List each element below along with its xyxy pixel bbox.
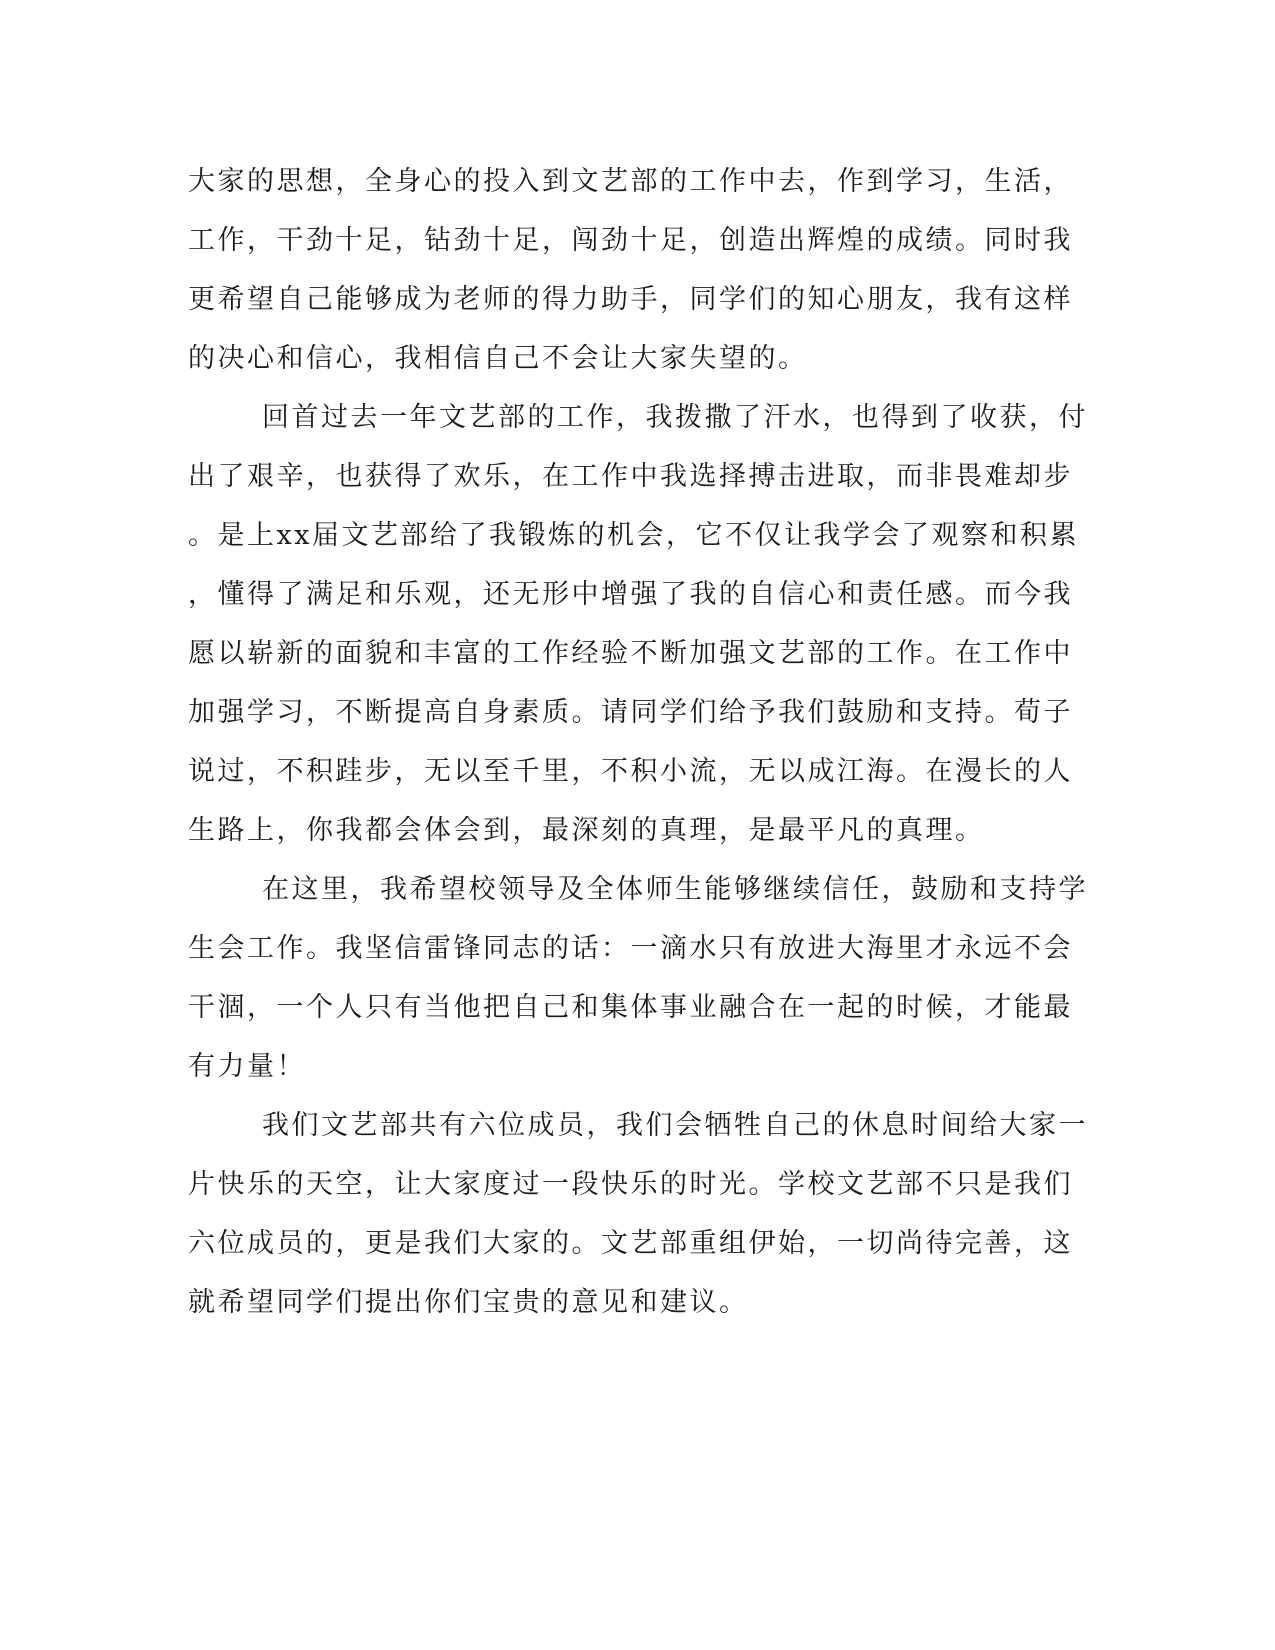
text-line: ，懂得了满足和乐观，还无形中增强了我的自信心和责任感。而今我: [188, 579, 1073, 610]
text-line: 有力量！: [188, 1051, 306, 1082]
text-line: 的决心和信心，我相信自己不会让大家失望的。: [188, 343, 808, 374]
text-line: 愿以崭新的面貌和丰富的工作经验不断加强文艺部的工作。在工作中: [188, 638, 1073, 669]
text-line: 更希望自己能够成为老师的得力助手，同学们的知心朋友，我有这样: [188, 284, 1073, 315]
text-line: 说过，不积跬步，无以至千里，不积小流，无以成江海。在漫长的人: [188, 756, 1073, 787]
text-line: 生路上，你我都会体会到，最深刻的真理，是最平凡的真理。: [188, 815, 985, 846]
paragraph-first-line: 回首过去一年文艺部的工作，我拨撒了汗水，也得到了收获，付: [262, 402, 1088, 433]
paragraph-first-line: 在这里，我希望校领导及全体师生能够继续信任，鼓励和支持学: [262, 874, 1088, 905]
text-line: 工作，干劲十足，钻劲十足，闯劲十足，创造出辉煌的成绩。同时我: [188, 225, 1073, 256]
text-line: 。是上xx届文艺部给了我锻炼的机会，它不仅让我学会了观察和积累: [188, 520, 1079, 551]
text-line: 加强学习，不断提高自身素质。请同学们给予我们鼓励和支持。荀子: [188, 697, 1073, 728]
text-line: 出了艰辛，也获得了欢乐，在工作中我选择搏击进取，而非畏难却步: [188, 461, 1073, 492]
text-line: 片快乐的天空，让大家度过一段快乐的时光。学校文艺部不只是我们: [188, 1169, 1073, 1200]
text-line: 干涸，一个人只有当他把自己和集体事业融合在一起的时候，才能最: [188, 992, 1073, 1023]
paragraph-first-line: 我们文艺部共有六位成员，我们会牺牲自己的休息时间给大家一: [262, 1110, 1088, 1141]
text-line: 就希望同学们提出你们宝贵的意见和建议。: [188, 1287, 749, 1318]
text-line: 六位成员的，更是我们大家的。文艺部重组伊始，一切尚待完善，这: [188, 1228, 1073, 1259]
text-line: 生会工作。我坚信雷锋同志的话：一滴水只有放进大海里才永远不会: [188, 933, 1073, 964]
text-line: 大家的思想，全身心的投入到文艺部的工作中去，作到学习，生活，: [188, 166, 1073, 197]
